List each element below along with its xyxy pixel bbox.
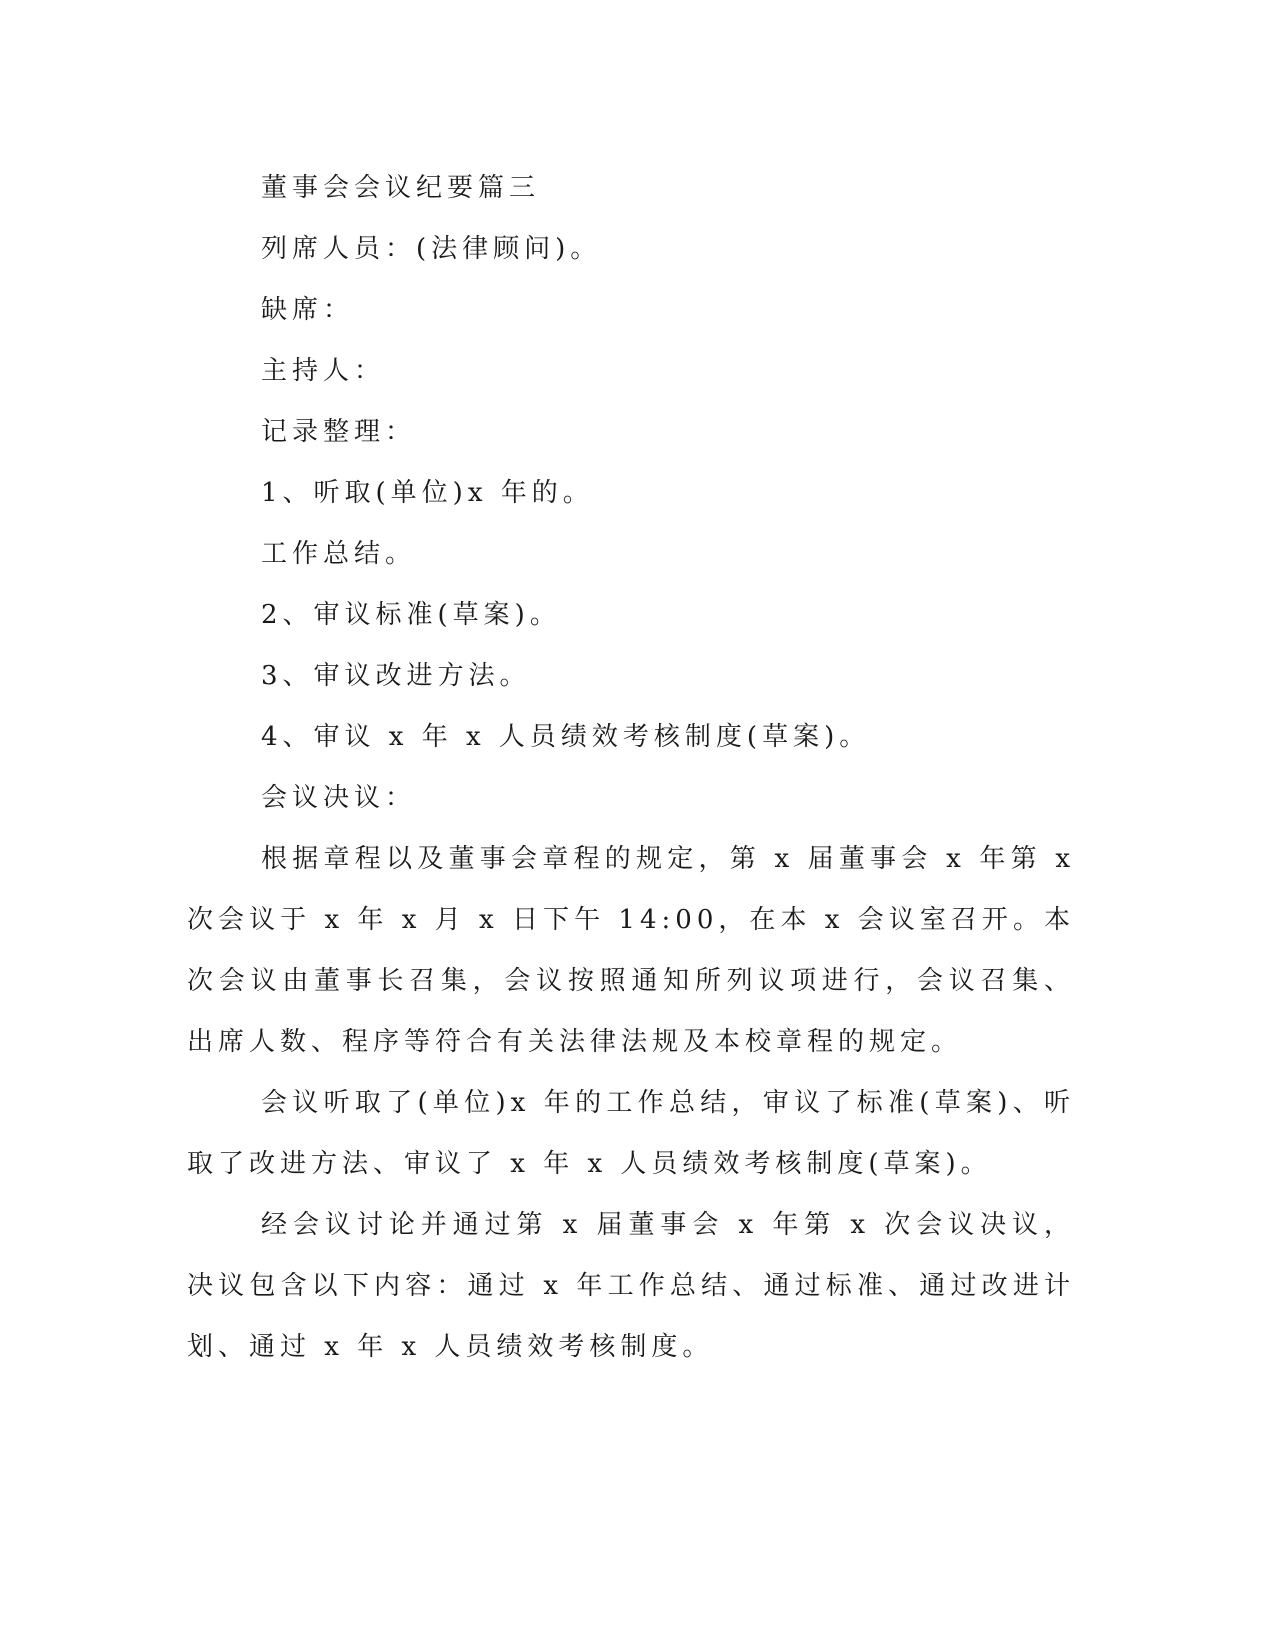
- document-title: 董事会会议纪要篇三: [261, 173, 541, 203]
- absent-line: 缺席：: [261, 295, 355, 325]
- agenda-item-1: 1、听取(单位)x 年的。: [261, 478, 594, 508]
- host-line: 主持人：: [261, 356, 386, 386]
- resolution-heading: 会议决议：: [261, 783, 417, 813]
- agenda-item-1-continued: 工作总结。: [261, 539, 417, 569]
- resolution-paragraph-2: 会议听取了(单位)x 年的工作总结，审议了标准(草案)、听取了改进方法、审议了 x 年 x 人员绩效考核制度(草案)。: [187, 1088, 1075, 1179]
- document-body: [187, 158, 1075, 1378]
- resolution-paragraph-3: 经会议讨论并通过第 x 届董事会 x 年第 x 次会议决议，决议包含以下内容：通过 x 年工作总结、通过标准、通过改进计划、通过 x 年 x 人员绩效考核制度。: [187, 1210, 1075, 1362]
- agenda-item-4: 4、审议 x 年 x 人员绩效考核制度(草案)。: [261, 722, 871, 752]
- resolution-paragraph-1: 根据章程以及董事会章程的规定，第 x 届董事会 x 年第 x 次会议于 x 年 x 月 x 日下午 14:00，在本 x 会议室召开。本次会议由董事长召集，会议按照通知所列议项进行，会议召集、出席人数、程序等符合有关法律法规及本校章程的规定。: [187, 844, 1075, 1057]
- agenda-item-3: 3、审议改进方法。: [261, 661, 531, 691]
- attendees-line: 列席人员：(法律顾问)。: [261, 234, 602, 264]
- recorder-line: 记录整理：: [261, 417, 417, 447]
- agenda-item-2: 2、审议标准(草案)。: [261, 600, 561, 630]
